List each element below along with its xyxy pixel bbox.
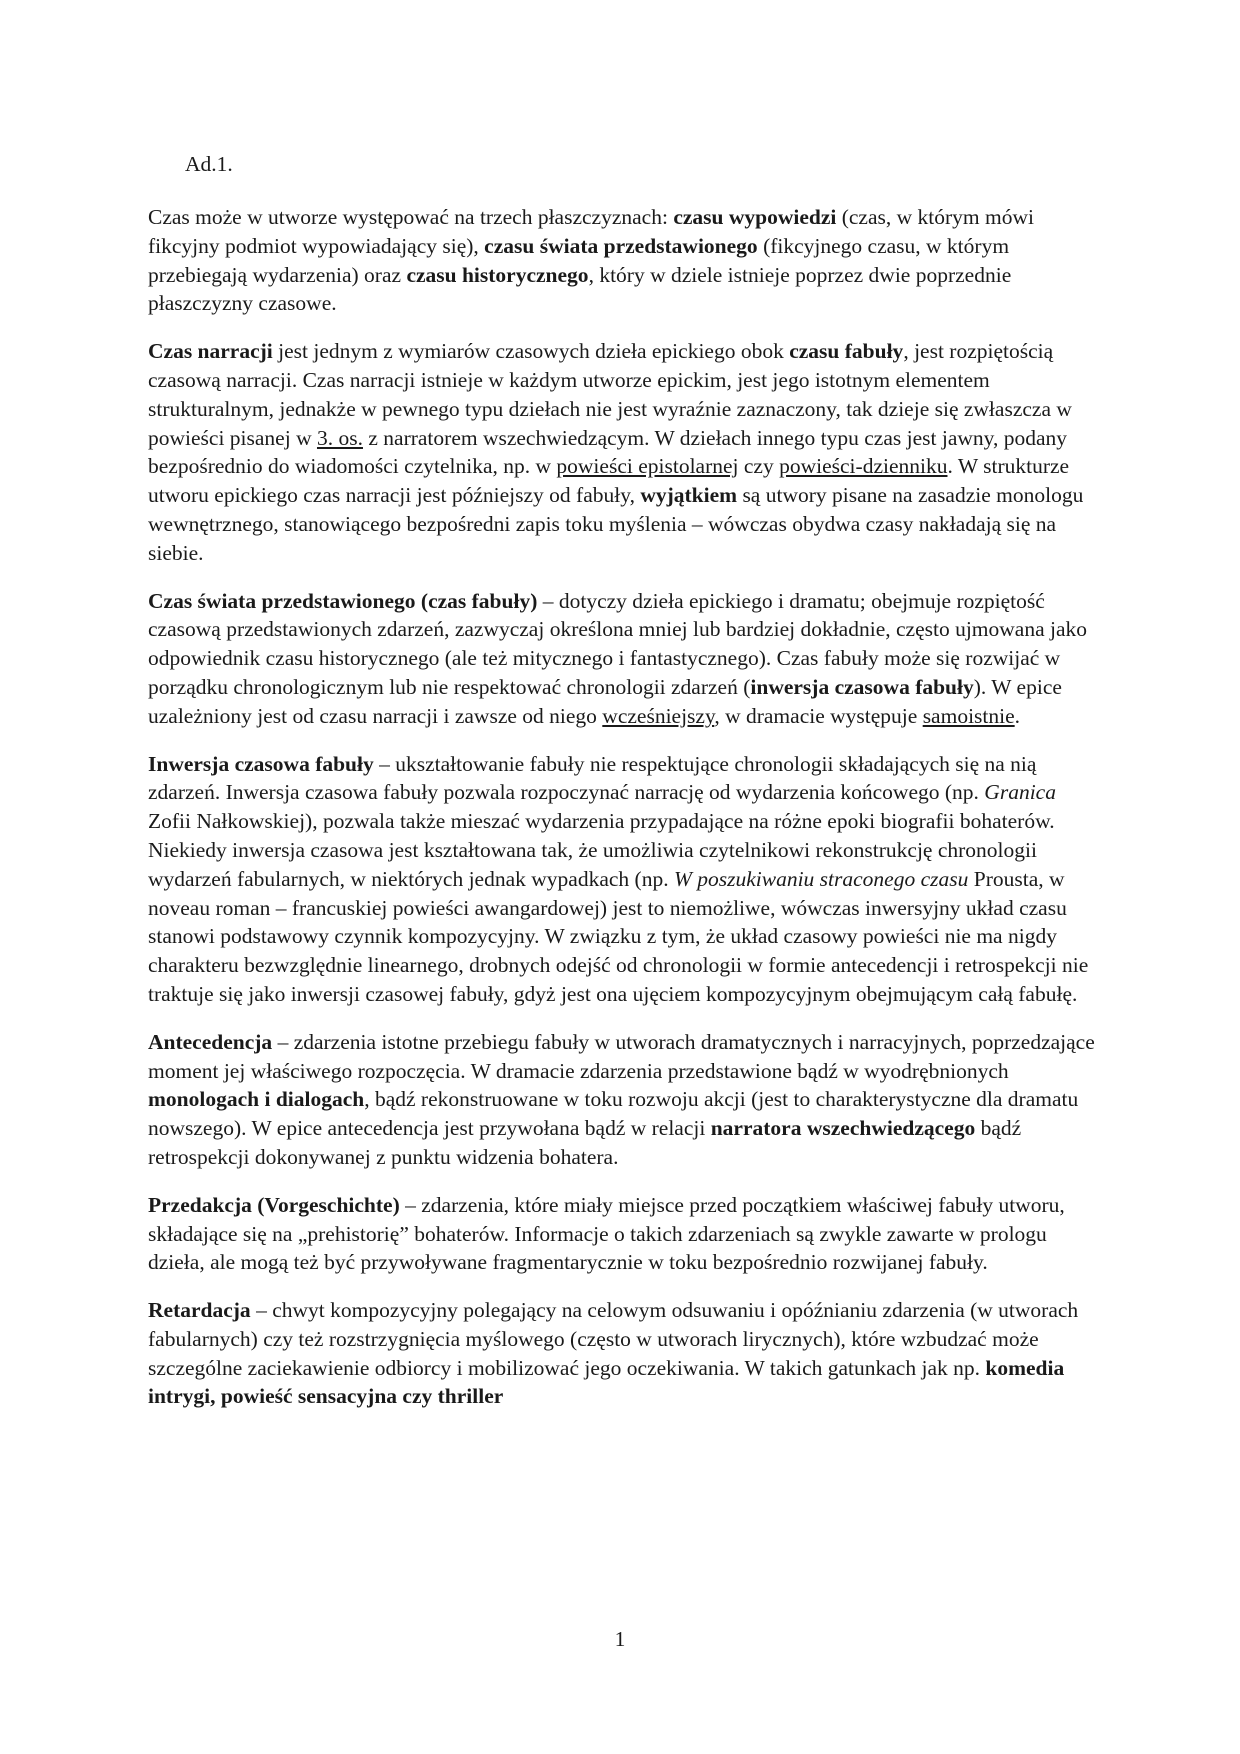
text-run: czy [738, 454, 780, 479]
text-run: ). W epice uzależniony jest od czasu narracji i zawsze od niego [148, 674, 1062, 728]
link-wczesniejszy[interactable]: wcześniejszy [602, 703, 715, 728]
text-run: . [1014, 703, 1021, 728]
term-bold: czasu wypowiedzi [673, 205, 837, 229]
text-run: – zdarzenia istotne przebiegu fabuły w utworach dramatycznych i narracyjnych, poprzedzające moment jej właściwego rozpoczęcia. W dramacie zdarzenia przedstawione bądź w wyodrębnionych [148, 1029, 1095, 1083]
paragraph-inwersja [148, 750, 1100, 1009]
link-powiesc-dziennik[interactable]: powieści-dzienniku [779, 454, 948, 479]
text-run: – ukształtowanie fabuły nie respektujące chronologii składających się na nią zdarzeń. Inwersja czasowa fabuły pozwala rozpoczynać narrację od wydarzenia końcowego (np. [148, 751, 1037, 805]
term-bold: komedia intrygi, powieść sensacyjna czy thriller [148, 1355, 1065, 1409]
term-bold: czasu historycznego [406, 262, 589, 287]
document-body [148, 203, 1100, 1430]
term-bold: inwersja czasowa fabuły [750, 674, 974, 699]
page-number: 1 [614, 1627, 626, 1651]
term-bold: czasu fabuły [789, 339, 904, 364]
term-bold: Przedakcja (Vorgeschichte) [148, 1192, 400, 1217]
section-heading: Ad.1. [185, 152, 233, 176]
link-3-os[interactable]: 3. os. [316, 425, 363, 450]
term-bold: czasu świata przedstawionego [484, 233, 758, 258]
title-italic: W poszukiwaniu straconego czasu [673, 866, 969, 891]
paragraph-retardacja [148, 1296, 1100, 1411]
term-bold: Inwersja czasowa fabuły [148, 751, 374, 776]
link-samoistnie[interactable]: samoistnie [922, 703, 1015, 728]
paragraph-czas-swiata [148, 587, 1100, 731]
paragraph-czas-narracji [148, 337, 1100, 567]
paragraph-antecedencja [148, 1028, 1100, 1172]
term-bold: Antecedencja [148, 1029, 273, 1054]
text-run: Prousta, w noveau roman – francuskiej powieści awangardowej) jest to niemożliwe, wówczas inwersyjny układ czasu stanowi podstawowy czynnik kompozycyjny. W związku z tym, że układ czasowy powieści nie ma nigdy charakteru bezwzględnie linearnego, drobnych odejść od chronologii w formie antecedencji i retrospekcji nie traktuje się jako inwersji czasowej fabuły, gdyż jest ona ujęciem kompozycyjnym obejmującym całą fabułę. [148, 866, 1089, 1006]
term-bold: Czas świata przedstawionego (czas fabuły) [148, 588, 538, 613]
link-powiesc-epistolarna[interactable]: powieści epistolarnej [556, 454, 739, 479]
text-run: są utwory pisane na zasadzie monologu wewnętrznego, stanowiącego bezpośredni zapis toku myślenia – wówczas obydwa czasy nakładają się na siebie. [148, 483, 1084, 565]
term-bold: Czas narracji [148, 339, 273, 364]
text-run: , w dramacie występuje [714, 703, 923, 728]
text-run: Czas może w utworze występować na trzech płaszczyznach: [148, 205, 674, 229]
text-run: – chwyt kompozycyjny polegający na celowym odsuwaniu i opóźnianiu zdarzenia (w utworach fabularnych) czy też rozstrzygnięcia myślowego (często w utworach lirycznych), które wzbudzać może szczególne zaciekawienie odbiorcy i mobilizować jego oczekiwania. W takich gatunkach jak np. [148, 1298, 1079, 1380]
text-run: , który w dziele istnieje poprzez dwie poprzednie płaszczyzny czasowe. [148, 262, 1012, 316]
text-run: bądź retrospekcji dokonywanej z punktu widzenia bohatera. [148, 1116, 1022, 1169]
term-bold: monologach i dialogach [148, 1087, 365, 1112]
text-run: (czas, w którym mówi fikcyjny podmiot wypowiadający się), [148, 205, 1034, 258]
text-run: jest jednym z wymiarów czasowych dzieła epickiego obok [272, 339, 790, 364]
text-run: z narratorem wszechwiedzącym. W dziełach innego typu czas jest jawny, podany bezpośrednio do wiadomości czytelnika, np. w [148, 425, 1068, 479]
text-run: , jest rozpiętością czasową narracji. Czas narracji istnieje w każdym utworze epickim, jest jego istotnym elementem strukturalnym, jednakże w pewnego typu dziełach nie jest wyraźnie zaznaczony, tak dzieje się zwłaszcza w powieści pisanej w [148, 339, 1072, 450]
text-run: – zdarzenia, które miały miejsce przed początkiem właściwej fabuły utworu, składające się na „prehistorię” bohaterów. Informacje o takich zdarzeniach są zwykle zawarte w prologu dzieła, ale mogą też być przywoływane fragmentarycznie w toku bezpośrednio rozwijanej fabuły. [148, 1192, 1065, 1275]
text-run: – dotyczy dzieła epickiego i dramatu; obejmuje rozpiętość czasową przedstawionych zdarzeń, zazwyczaj określona mniej lub bardziej dokładnie, często ujmowana jako odpowiednik czasu historycznego (ale też mitycznego i fantastycznego). Czas fabuły może się rozwijać w porządku chronologicznym lub nie respektować chronologii zdarzeń ( [148, 588, 1088, 699]
paragraph-przedakcja [148, 1191, 1100, 1277]
term-bold: wyjątkiem [640, 483, 738, 508]
text-run: . W strukturze utworu epickiego czas narracji jest późniejszy od fabuły, [148, 454, 1070, 508]
paragraph-time-planes [148, 203, 1100, 318]
term-bold: narratora wszechwiedzącego [710, 1116, 976, 1141]
text-run: (fikcyjnego czasu, w którym przebiegają wydarzenia) oraz [148, 233, 1010, 287]
text-run: , bądź rekonstruowane w toku rozwoju akcji (jest to charakterystyczne dla dramatu nowszego). W epice antecedencja jest przywołana bądź w relacji [148, 1087, 1079, 1141]
text-run: Zofii Nałkowskiej), pozwala także mieszać wydarzenia przypadające na różne epoki biografii bohaterów. Niekiedy inwersja czasowa jest kształtowana tak, że umożliwia czytelnikowi rekonstrukcję chronologii wydarzeń fabularnych, w niektórych jednak wypadkach (np. [148, 809, 1055, 891]
title-italic: Granica [984, 780, 1056, 805]
term-bold: Retardacja [148, 1298, 251, 1323]
